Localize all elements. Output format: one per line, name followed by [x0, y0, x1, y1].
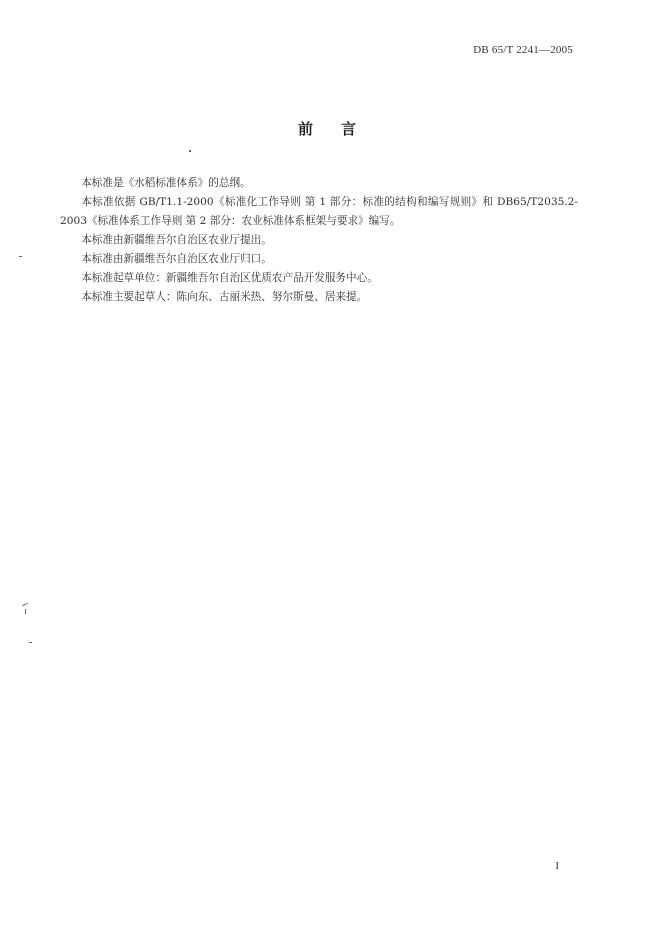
paragraph-5: 本标准起草单位：新疆维吾尔自治区优质农产品开发服务中心。 [81, 272, 378, 284]
scan-speck [189, 150, 191, 152]
page-title: 前言 [297, 120, 384, 138]
paragraph-2: 本标准依据 GB/T1.1-2000《标准化工作导则 第 1 部分：标准的结构和编写规则》和 DB65/T2035.2-2003《标准体系工作导则 第 2 部分：农业标准体系框架与要求》编写。 [60, 196, 578, 227]
paragraph-3: 本标准由新疆维吾尔自治区农业厅提出。 [81, 234, 272, 246]
paragraph-6: 本标准主要起草人：陈向东、古丽米热、努尔斯曼、居来提。 [81, 291, 368, 303]
scan-speck [22, 603, 28, 606]
preface-body [60, 174, 578, 307]
scan-speck [25, 609, 26, 614]
page-number: I [555, 860, 559, 872]
paragraph-4: 本标准由新疆维吾尔自治区农业厅归口。 [81, 253, 272, 265]
standard-code: DB 65/T 2241—2005 [473, 44, 573, 56]
scan-speck [19, 256, 22, 257]
paragraph-1: 本标准是《水稻标准体系》的总纲。 [81, 177, 251, 189]
scan-speck [29, 642, 32, 643]
